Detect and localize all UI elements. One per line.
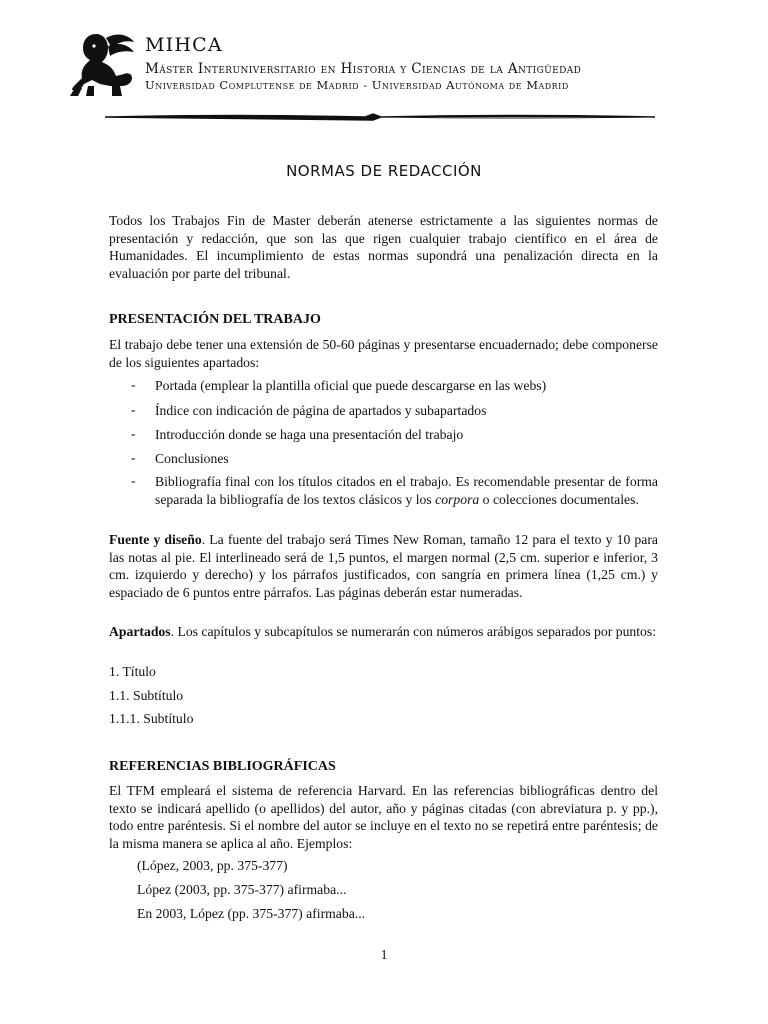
list-item-text: Bibliografía final con los títulos citados en el trabajo. Es recomendable presentar de forma separada la bibliografía de los textos clásicos y los [155, 474, 658, 507]
presentation-paragraph: El trabajo debe tener una extensión de 50-60 páginas y presentarse encuadernado; debe componerse de los siguientes apartados: [109, 337, 658, 370]
list-item: Portada (emplear la plantilla oficial que puede descargarse en las webs) [155, 378, 547, 393]
page-number: 1 [380, 947, 388, 962]
numbering-example: 1.1.1. Subtítulo [109, 711, 194, 726]
list-bullet: - [131, 473, 136, 488]
numbering-example: 1. Título [109, 664, 156, 679]
list-item: Índice con indicación de página de apartados y subapartados [155, 403, 487, 418]
sections-text: . Los capítulos y subcapítulos se numerarán con números arábigos separados por puntos: [170, 624, 657, 639]
list-bullet: - [131, 377, 136, 392]
intro-paragraph: Todos los Trabajos Fin de Master deberán atenerse estrictamente a las siguientes normas de presentación y redacción, que son las que rigen cualquier trabajo científico en el área de Humanidades. El incumplimiento de estas normas supondrá una penalización directa en la evaluación por parte del tribunal. [109, 213, 658, 281]
citation-example: En 2003, López (pp. 375-377) afirmaba... [137, 906, 366, 921]
list-item-text: o colecciones documentales. [479, 491, 639, 507]
list-item: Introducción donde se haga una presentación del trabajo [155, 427, 464, 442]
header-ornament-divider [105, 110, 655, 122]
sphinx-logo-icon [66, 28, 138, 100]
list-item-bibliography [155, 473, 658, 508]
section-heading-presentation: PRESENTACIÓN DEL TRABAJO [109, 312, 321, 327]
references-paragraph: El TFM empleará el sistema de referencia Harvard. En las referencias bibliográficas dentro del texto se indicará apellido (o apellidos) del autor, año y páginas citadas (con abreviatura p. y pp.), todo entre paréntesis. Si el nombre del autor se incluye en el texto no se repetirá entre paréntesis; de la misma manera se aplica al año. Ejemplos: [109, 783, 658, 851]
document-title: NORMAS DE REDACCIÓN [286, 162, 482, 180]
institution-universities: Universidad Complutense de Madrid - Universidad Autónoma de Madrid [145, 78, 569, 92]
font-design-paragraph [109, 531, 658, 601]
font-design-label: Fuente y diseño [109, 532, 202, 547]
list-bullet: - [131, 450, 136, 465]
institution-program: Máster Interuniversitario en Historia y Ciencias de la Antigüedad [145, 61, 582, 77]
numbering-example: 1.1. Subtítulo [109, 688, 184, 703]
list-item-italic-term: corpora [435, 491, 480, 507]
list-bullet: - [131, 426, 136, 441]
institution-acronym: MIHCA [145, 34, 223, 56]
institution-header [145, 34, 581, 93]
sections-paragraph [109, 623, 658, 641]
list-bullet: - [131, 402, 136, 417]
citation-example: López (2003, pp. 375-377) afirmaba... [137, 882, 347, 897]
font-design-text: . La fuente del trabajo será Times New Roman, tamaño 12 para el texto y 10 para las notas al pie. El interlineado será de 1,5 puntos, el margen normal (2,5 cm. superior e inferior, 3 cm. izquierdo y derecho) y los párrafos justificados, con sangría en primera línea (1,25 cm.) y espaciado de 6 puntos entre párrafos. Las páginas deberán estar numeradas. [109, 532, 658, 600]
list-item: Conclusiones [155, 451, 229, 466]
section-heading-references: REFERENCIAS BIBLIOGRÁFICAS [109, 759, 336, 774]
citation-example: (López, 2003, pp. 375-377) [137, 858, 288, 873]
sections-label: Apartados [109, 624, 171, 639]
